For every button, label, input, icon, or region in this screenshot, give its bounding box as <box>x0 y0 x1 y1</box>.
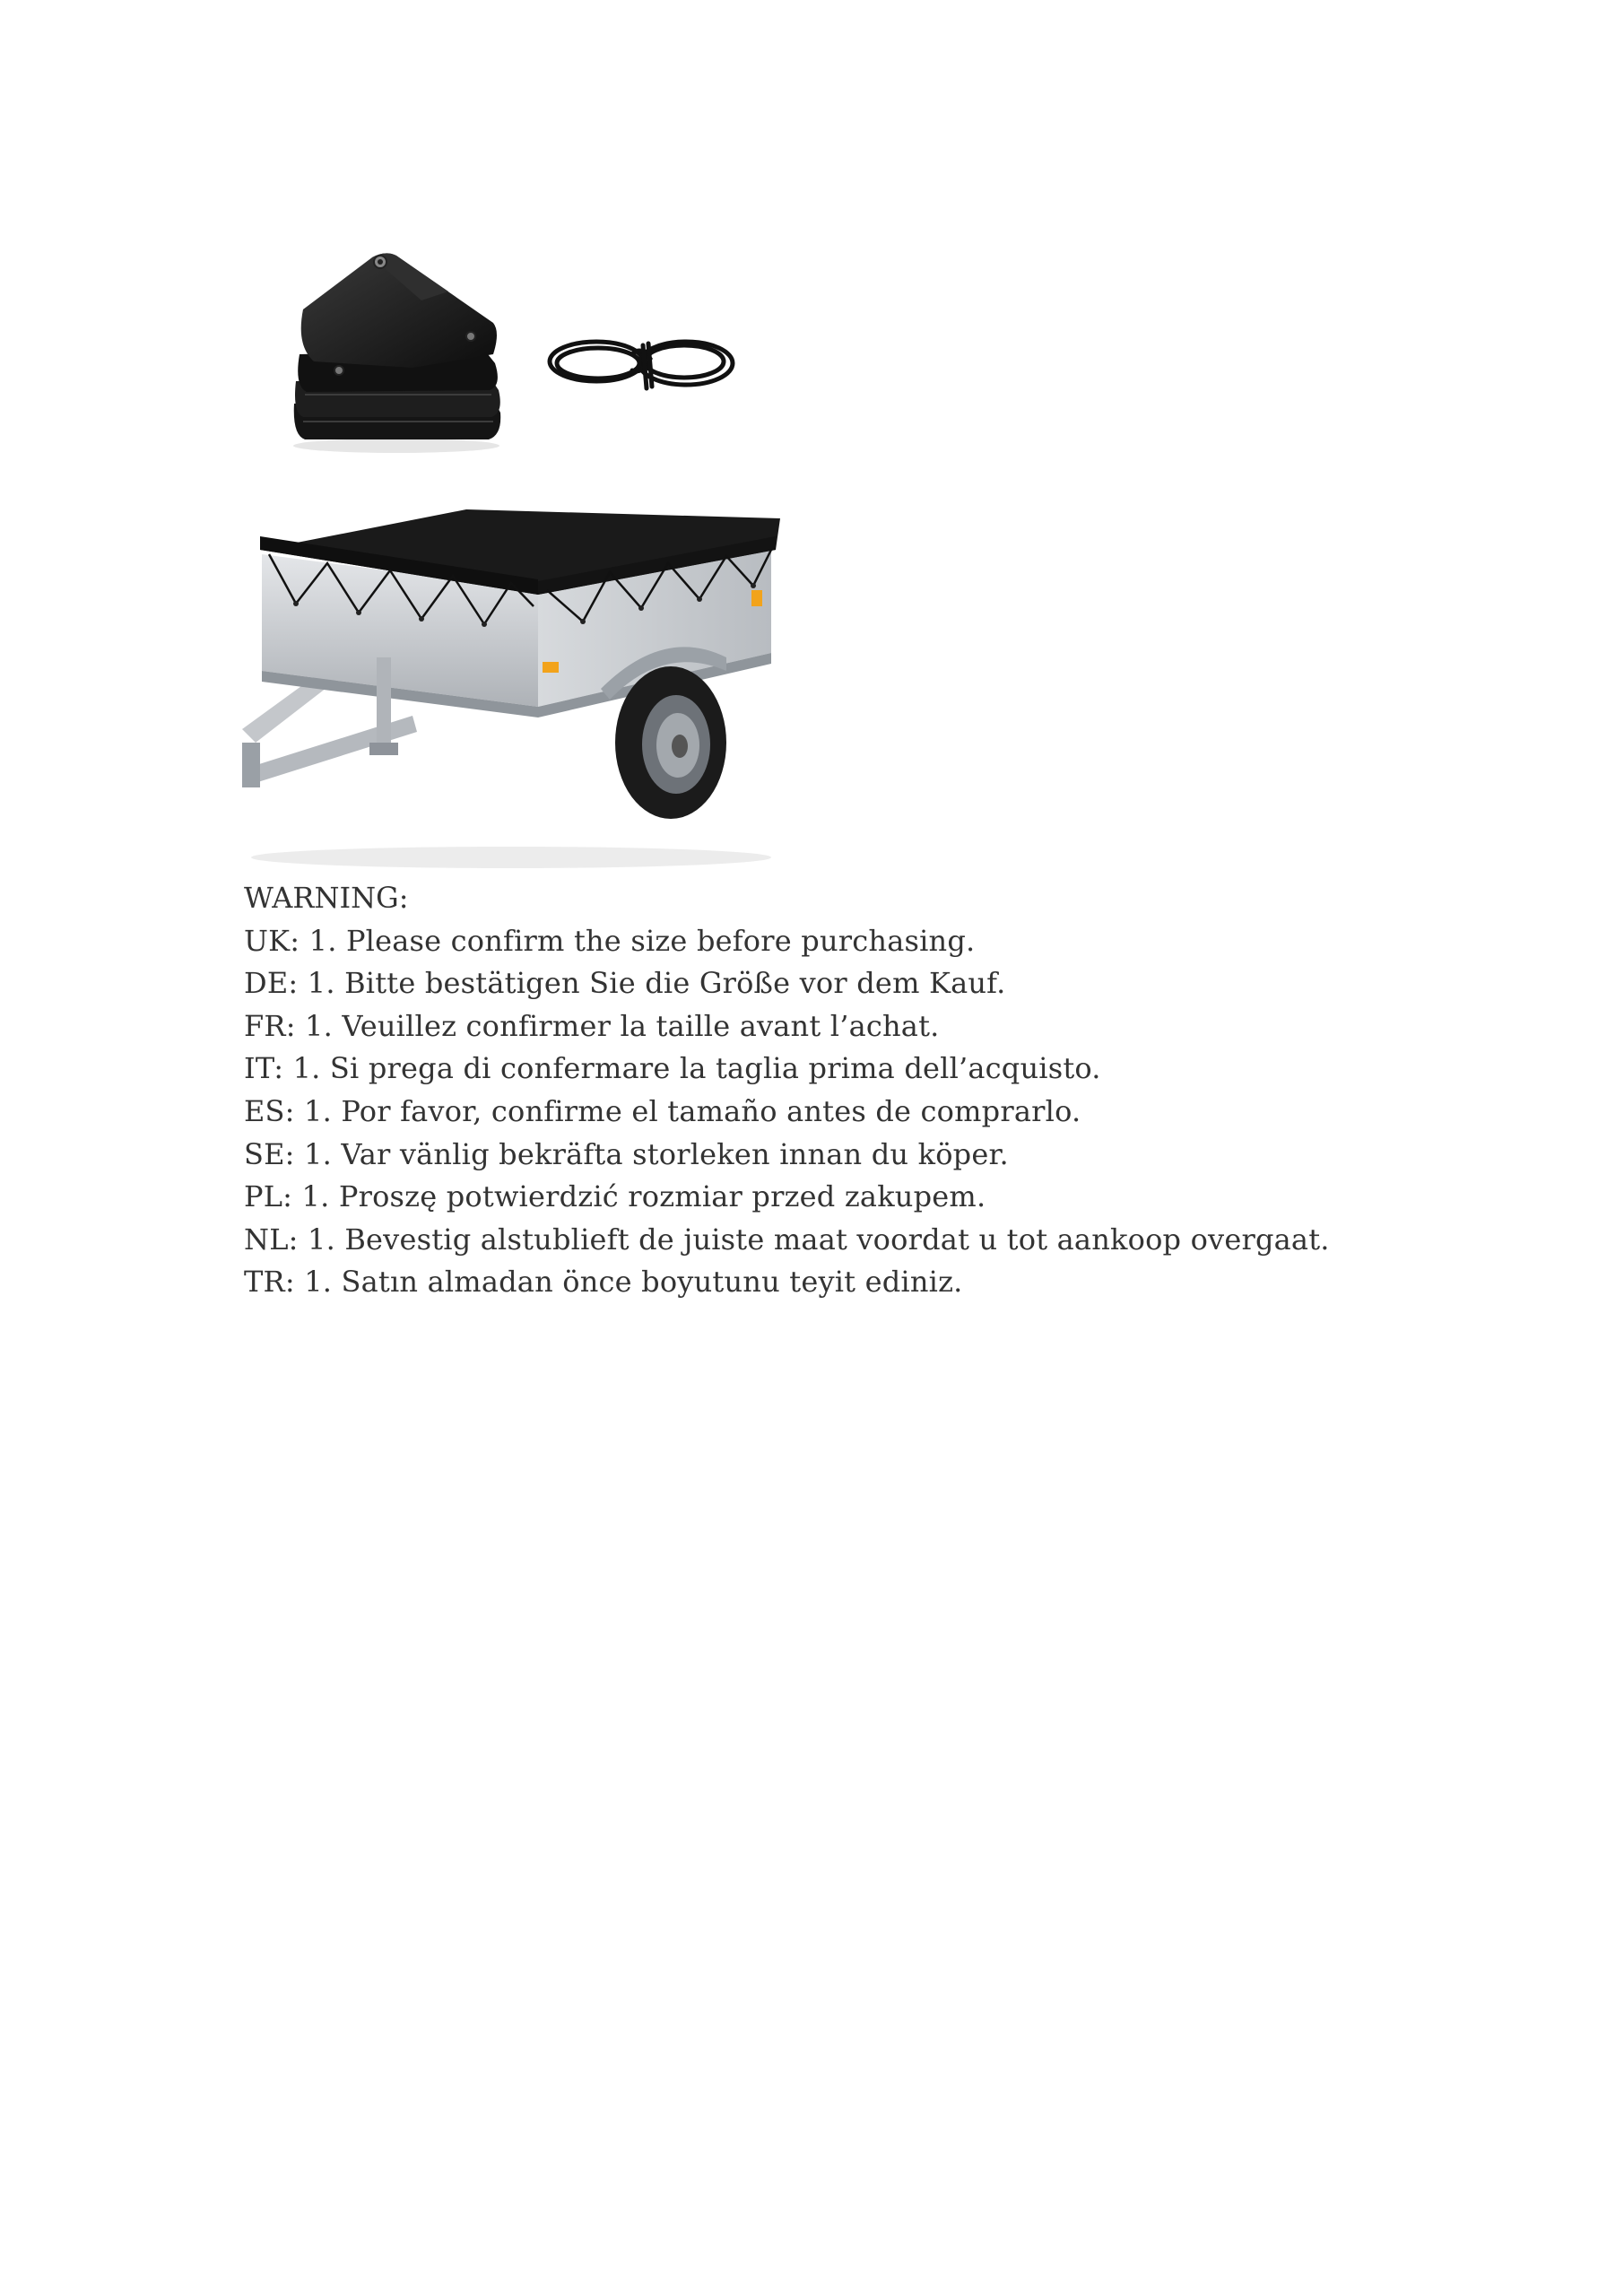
warning-text: 1. Veuillez confirmer la taille avant l’achat. <box>295 1008 940 1043</box>
cord-icon <box>543 318 744 408</box>
warning-text: 1. Var vänlig bekräfta storleken innan du köper. <box>294 1136 1009 1171</box>
lang-code: ES: <box>244 1093 295 1128</box>
warning-line-nl <box>244 1219 1499 1262</box>
lang-code: PL: <box>244 1179 293 1214</box>
warning-text: 1. Satın almadan önce boyutunu teyit ediniz. <box>294 1265 963 1300</box>
warning-text: 1. Please confirm the size before purchasing. <box>300 923 976 958</box>
warning-line-pl <box>244 1176 1499 1219</box>
warning-section <box>244 877 1499 1304</box>
warning-text: 1. Proszę potwierdzić rozmiar przed zakupem. <box>292 1179 986 1214</box>
warning-line-it <box>244 1048 1499 1091</box>
covered-trailer-image <box>242 500 780 870</box>
lang-code: SE: <box>244 1136 295 1171</box>
lang-code: IT: <box>244 1051 284 1086</box>
warning-text: 1. Si prega di confermare la taglia prima dell’acquisto. <box>283 1051 1101 1086</box>
elastic-cord-image <box>543 318 744 408</box>
warning-text: 1. Bevestig alstublieft de juiste maat voordat u tot aankoop overgaat. <box>298 1222 1330 1257</box>
trailer-icon <box>242 500 780 870</box>
lang-code: DE: <box>244 966 299 1001</box>
warning-line-es <box>244 1091 1499 1134</box>
lang-code: NL: <box>244 1222 299 1257</box>
tarp-icon <box>287 247 507 457</box>
folded-tarp-image <box>287 247 507 457</box>
warning-line-tr <box>244 1261 1499 1304</box>
warning-line-uk <box>244 920 1499 963</box>
warning-text: 1. Por favor, confirme el tamaño antes de comprarlo. <box>294 1093 1081 1128</box>
warning-line-de <box>244 962 1499 1005</box>
warning-line-se <box>244 1134 1499 1177</box>
warning-text: 1. Bitte bestätigen Sie die Größe vor dem Kauf. <box>298 966 1006 1001</box>
lang-code: UK: <box>244 923 300 958</box>
warning-line-fr <box>244 1005 1499 1048</box>
lang-code: FR: <box>244 1008 296 1043</box>
warning-title: WARNING: <box>244 881 409 915</box>
lang-code: TR: <box>244 1265 295 1300</box>
